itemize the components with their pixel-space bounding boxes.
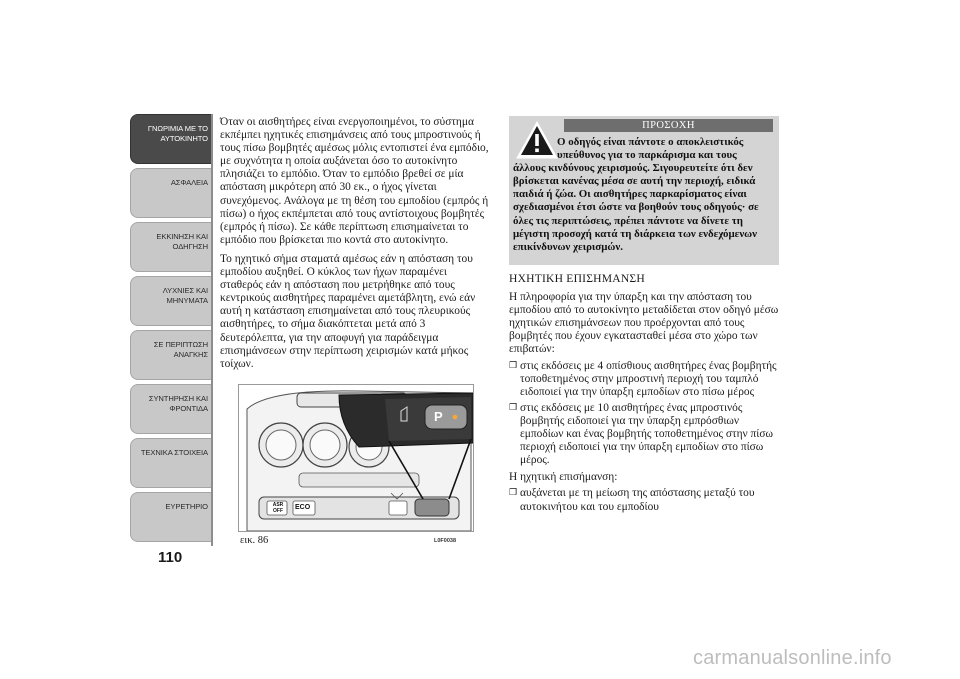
tab-label: ΓΝΩΡΙΜΙΑ ΜΕ ΤΟ ΑΥΤΟΚΙΝΗΤΟ xyxy=(147,124,208,143)
tab-maintenance[interactable] xyxy=(130,384,212,438)
list-item xyxy=(509,487,781,513)
warning-box xyxy=(509,116,779,265)
asr-button-label: ASR OFF xyxy=(272,502,284,514)
tab-label: ΛΥΧΝΙΕΣ ΚΑΙ ΜΗΝΥΜΑΤΑ xyxy=(162,286,208,305)
tab-emergency[interactable] xyxy=(130,330,212,384)
tab-label: ΕΥΡΕΤΗΡΙΟ xyxy=(165,502,208,511)
right-text-column xyxy=(509,272,781,518)
tab-technical-data[interactable] xyxy=(130,438,212,492)
warning-line: υπεύθυνος για το παρκάρισμα και τους xyxy=(557,149,737,162)
tab-index[interactable] xyxy=(130,492,212,546)
tab-bg xyxy=(130,492,212,542)
checkbox-bullet-icon: ❒ xyxy=(509,402,518,413)
figure-code: L0F0038 xyxy=(434,538,457,544)
list-item-text: στις εκδόσεις με 4 οπίσθιους αισθητήρες ένας βομβητής τοποθετημένος στην μπροστινή περιοχή του ταμπλό ειδοποιεί για την ύπαρξη εμποδίων στο πίσω μέρος xyxy=(520,359,777,398)
list-item-text: αυξάνεται με τη μείωση της απόστασης μεταξύ του αυτοκινήτου και του εμποδίου xyxy=(520,487,755,513)
list-item xyxy=(509,402,781,467)
tab-label: ΣΕ ΠΕΡΙΠΤΩΣΗ ΑΝΑΓΚΗΣ xyxy=(153,340,208,359)
tab-starting-driving[interactable] xyxy=(130,222,212,276)
figure-dashboard-controls xyxy=(238,384,474,532)
body-paragraph: Όταν οι αισθητήρες είναι ενεργοποιημένοι, το σύστημα εκπέμπει ηχητικές επισημάνσεις από τους μπροστινούς ή τους πίσω βομβητές αμέσως μόλις εντοπιστεί ένα εμπόδιο, με συχνότητα η οποία αυξάνεται όσο το αυτοκίνητο πλησιάζει το εμπόδιο. Όταν το εμπόδιο βρεθεί σε μία απόσταση μικρότερη από 30 εκ., ο ήχος γίνεται συνεχόμενος. Ανάλογα με τη θέση του εμποδίου (εμπρός ή πίσω) ο ήχος εκπέμπεται από τους αντίστοιχους βομβητές (εμπρός ή πίσω). Σε κάθε περίπτωση επισημαίνεται το εμπόδιο που βρίσκεται πιο κοντά στο αυτοκίνητο. xyxy=(220,116,489,246)
warning-body: άλλους κινδύνους χειρισμούς. Σιγουρευτείτε ότι δεν βρίσκεται κανένας μέσα σε αυτή την περιοχή, ειδικά παιδιά ή ζώα. Οι αισθητήρες παρκαρίσματος είναι σχεδιασμένοι έτσι ώστε να βοηθούν τους οδηγούς· σε όλες τις περιπτώσεις, πρέπει πάντοτε να δίνετε τη μέγιστη προσοχή κατά τη διάρκεια των ενδεχόμενων επικίνδυνων χειρισμών. xyxy=(513,162,759,253)
checkbox-bullet-icon: ❒ xyxy=(509,488,518,499)
list-item xyxy=(509,360,781,399)
parking-button-label: P xyxy=(434,409,443,424)
section-heading: ΗΧΗΤΙΚΗ ΕΠΙΣΗΜΑΝΣΗ xyxy=(509,272,645,285)
figure-caption: εικ. 86 xyxy=(240,535,269,546)
tab-bg xyxy=(130,438,212,488)
bullet-list xyxy=(509,487,781,513)
tab-label: ΤΕΧΝΙΚΑ ΣΤΟΙΧΕΙΑ xyxy=(140,448,208,457)
chapter-tabs xyxy=(130,114,212,546)
tab-bg xyxy=(130,168,212,218)
tab-label: ΣΥΝΤΗΡΗΣΗ ΚΑΙ ΦΡΟΝΤΙΔΑ xyxy=(148,394,208,413)
warning-line: Ο οδηγός είναι πάντοτε ο αποκλειστικός xyxy=(557,136,744,148)
tab-label: ΕΚΚΙΝΗΣΗ ΚΑΙ ΟΔΗΓΗΣΗ xyxy=(156,232,208,251)
tab-label: ΑΣΦΑΛΕΙΑ xyxy=(170,178,208,187)
watermark: carmanualsonline.info xyxy=(693,647,892,669)
bullet-list xyxy=(509,360,781,468)
body-paragraph: Η πληροφορία για την ύπαρξη και την απόσταση του εμποδίου από το αυτοκίνητο μεταδίδεται στον οδηγό μέσω ηχητικών επισημάνσεων που προέρχονται από τους βομβητές που έχουν εγκατασταθεί μέσα στο χώρο των επιβατών: xyxy=(509,291,779,356)
warning-text xyxy=(513,136,775,254)
tab-warning-lights[interactable] xyxy=(130,276,212,330)
page-number: 110 xyxy=(158,549,183,566)
eco-button-label: ECO xyxy=(295,504,311,511)
list-item-text: στις εκδόσεις με 10 αισθητήρες ένας μπροστινός βομβητής ειδοποιεί για την ύπαρξη εμπρόσθιων εμποδίων και ένας βομβητής τοποθετημένος στην πίσω περιοχή ειδοποιεί για την ύπαρξη εμποδίων στο πίσω μέρος. xyxy=(520,401,773,467)
left-text-column xyxy=(220,116,492,377)
sidebar-divider xyxy=(211,114,213,546)
tab-safety[interactable] xyxy=(130,168,212,222)
checkbox-bullet-icon: ❒ xyxy=(509,360,518,371)
tab-getting-to-know[interactable] xyxy=(130,114,212,168)
warning-title: ΠΡΟΣΟΧΗ xyxy=(564,119,773,132)
body-paragraph: Η ηχητική επισήμανση: xyxy=(509,471,618,484)
body-paragraph: Το ηχητικό σήμα σταματά αμέσως εάν η απόσταση του εμποδίου αυξηθεί. Ο κύκλος των ήχων παραμένει σταθερός εάν η απόσταση που μετρήθηκε από τους κεντρικούς αισθητήρες παραμένει αμετάβλητη, ενώ εάν αυτή η κατάσταση επισημαίνεται από τους πλευρικούς αισθητήρες, το σήμα διακόπτεται μετά από 3 δευτερόλεπτα, για την αποφυγή για παράδειγμα επισημάνσεων στην περίπτωση χειρισμών κατά μήκος τοίχων. xyxy=(220,252,476,370)
